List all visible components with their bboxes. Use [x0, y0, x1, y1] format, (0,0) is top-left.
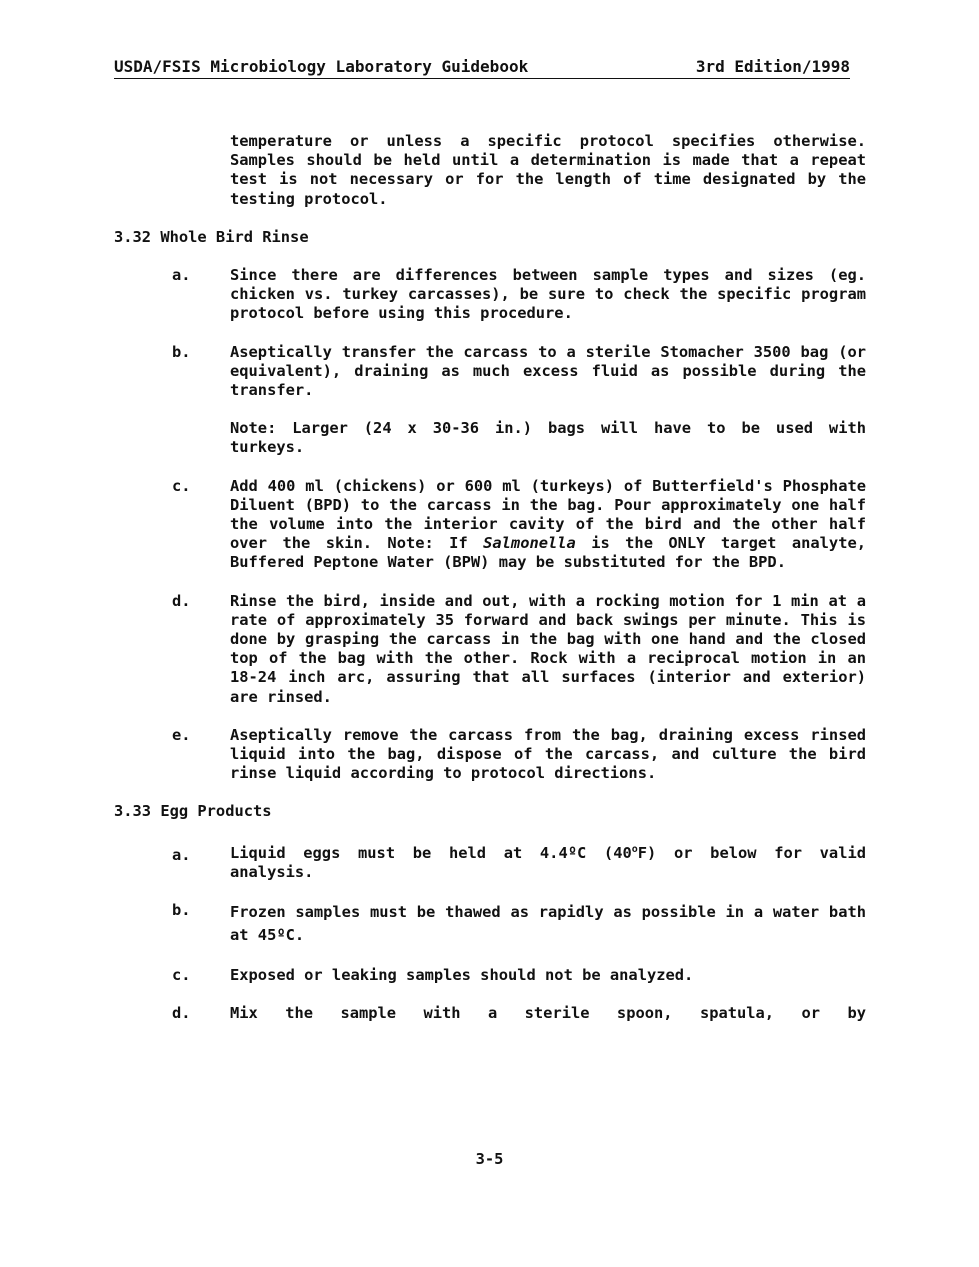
item-label: c.: [172, 476, 191, 495]
item-label: d.: [172, 1004, 191, 1023]
item-text-part: Add 400 ml (chickens) or 600 ml (turkeys) of Butterfield's Phosphate Diluent (BPD) to the carcass in the bag. Pour approximately one half the volume into the interior cavity of the bird and the other half over the skin. Note: If: [230, 476, 866, 553]
list-item: [114, 477, 866, 573]
intro-paragraph: temperature or unless a specific protocol specifies otherwise. Samples should be held until a determination is made that a repeat test is not necessary or for the length of time designated by the testing protocol.: [230, 132, 866, 208]
list-item: [114, 343, 866, 401]
edition-label: 3rd Edition/1998: [695, 57, 850, 76]
section-heading-3-33: 3.33 Egg Products: [114, 802, 272, 821]
item-text: Exposed or leaking samples should not be analyzed.: [230, 966, 694, 985]
list-item: [114, 726, 866, 784]
item-label: b.: [172, 342, 191, 361]
item-text: Since there are differences between sample types and sizes (eg. chicken vs. turkey carcasses), be sure to check the specific program protocol before using this procedure.: [230, 266, 866, 323]
item-text: Rinse the bird, inside and out, with a rocking motion for 1 min at a rate of approximately 35 forward and back swings per minute. This is done by grasping the carcass in the bag with one hand and the closed top of the bag with the other. Rock with a reciprocal motion in an 18-24 inch arc, assuring that all surfaces (interior and exterior) are rinsed.: [230, 591, 866, 706]
organism-name: Salmonella: [483, 534, 576, 553]
item-text-part: Liquid eggs must be held at 4.4ºC (40: [230, 843, 632, 862]
item-text-part: is the ONLY target analyte, Buffered Peptone Water (BPW) may be substituted for the BPD.: [230, 534, 866, 572]
running-header: [114, 57, 850, 79]
list-item: [114, 901, 866, 947]
item-text: [230, 844, 866, 882]
note-larger-bags: Note: Larger (24 x 30-36 in.) bags will have to be used with turkeys.: [230, 419, 866, 457]
section-heading-3-32: 3.32 Whole Bird Rinse: [114, 227, 309, 246]
item-label: e.: [172, 725, 191, 744]
item-label: b.: [172, 901, 191, 920]
list-item: [114, 966, 866, 985]
list-item: [114, 266, 866, 324]
item-text-part: F) or below for valid analysis.: [230, 843, 866, 881]
item-text: Aseptically remove the carcass from the bag, draining excess rinsed liquid into the bag, dispose of the carcass, and culture the bird rinse liquid according to protocol directions.: [230, 725, 866, 783]
page-number: 3-5: [475, 1150, 504, 1168]
list-item: [114, 844, 866, 882]
degree-mark: o: [631, 843, 638, 855]
list-item: [114, 592, 866, 707]
item-label: a.: [172, 266, 191, 285]
item-text: [230, 477, 866, 573]
item-text: Mix the sample with a sterile spoon, spatula, or by: [230, 1004, 866, 1023]
item-text: Frozen samples must be thawed as rapidly as possible in a water bath at 45ºC.: [230, 903, 866, 945]
item-label: a.: [172, 845, 191, 864]
guidebook-title: USDA/FSIS Microbiology Laboratory Guidebook: [114, 57, 529, 76]
list-item: [114, 1004, 866, 1023]
page-body: [114, 132, 866, 1024]
item-label: d.: [172, 591, 191, 610]
item-text: Aseptically transfer the carcass to a sterile Stomacher 3500 bag (or equivalent), draining as much excess fluid as possible during the transfer.: [230, 342, 866, 400]
item-label: c.: [172, 966, 191, 985]
